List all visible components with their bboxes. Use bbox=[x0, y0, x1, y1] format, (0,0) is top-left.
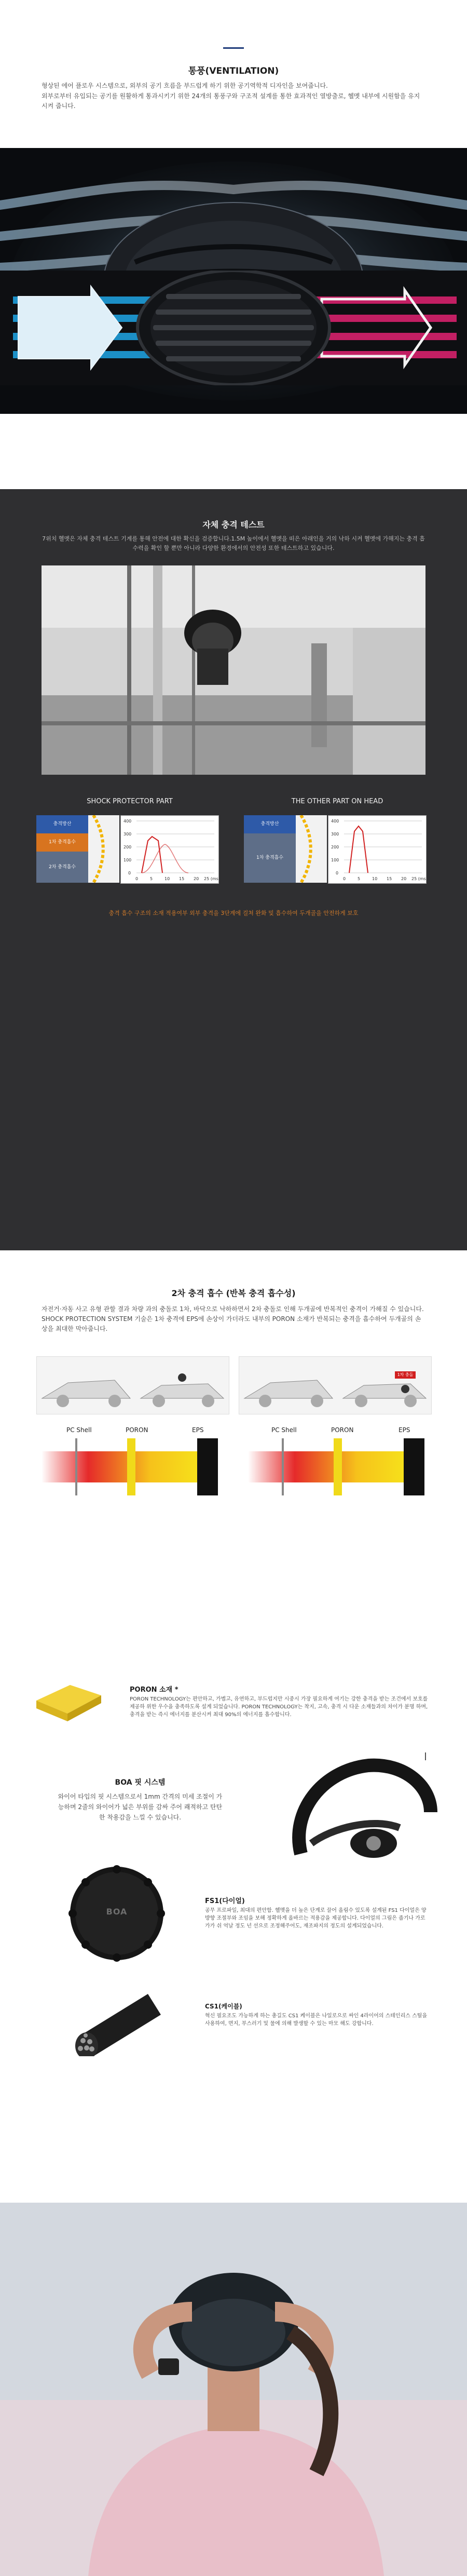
right-shield-visual bbox=[296, 815, 327, 883]
left-legend-impact-dispersion: 충격방산 bbox=[36, 815, 88, 833]
poron-label-right: PORON bbox=[331, 1426, 354, 1434]
svg-text:5: 5 bbox=[150, 876, 153, 881]
svg-text:20: 20 bbox=[401, 876, 407, 881]
svg-text:300: 300 bbox=[123, 832, 132, 837]
pc-shell-label-right: PC Shell bbox=[271, 1426, 297, 1434]
crash-illustration-right bbox=[239, 1356, 432, 1414]
right-chart-label: THE OTHER PART ON HEAD bbox=[291, 798, 383, 805]
poron-title: PORON 소재 * bbox=[130, 1686, 178, 1694]
left-impact-chart bbox=[120, 815, 219, 884]
section-accent-bar bbox=[223, 47, 244, 49]
svg-text:100: 100 bbox=[331, 858, 339, 862]
svg-text:300: 300 bbox=[331, 832, 339, 837]
ventilation-paragraph-1: 형상된 에어 플로우 시스템으로, 외부의 공기 흐름을 부드럽게 하기 위한 공기역학적 디자인을 보여줍니다. bbox=[42, 82, 328, 89]
left-shield-visual bbox=[88, 815, 119, 883]
secondary-impact-title: 2차 충격 흡수 (반복 충격 흡수성) bbox=[171, 1288, 296, 1298]
svg-text:25 (ms): 25 (ms) bbox=[411, 876, 426, 881]
right-legend-primary-absorb: 1차 충격흡수 bbox=[244, 833, 296, 883]
cs1-title: CS1(케이블) bbox=[205, 2003, 242, 2010]
left-legend-primary-absorb: 1차 충격흡수 bbox=[36, 833, 88, 852]
cs1-paragraph: 혁신 필요조도 가능하게 하는 총길도 CS1 케이블은 나일로으로 싸인 4라이어의 스테인리스 스틸을 사용하여, 면지, 부스러기 및 물에 의해 발생할 수 있는 마모 해도 강합니다. bbox=[205, 2013, 428, 2027]
svg-text:100: 100 bbox=[123, 858, 132, 862]
svg-text:25 (ms): 25 (ms) bbox=[204, 876, 218, 881]
pc-shell-label-left: PC Shell bbox=[66, 1426, 92, 1434]
left-legend-secondary-absorb: 2차 충격흡수 bbox=[36, 852, 88, 883]
ventilation-title: 통풍(VENTILATION) bbox=[188, 66, 279, 76]
eps-label-right: EPS bbox=[399, 1426, 410, 1434]
poron-label-left: PORON bbox=[126, 1426, 148, 1434]
svg-text:200: 200 bbox=[123, 845, 132, 849]
right-impact-chart bbox=[328, 815, 427, 884]
ventilation-cross-section-image bbox=[0, 271, 467, 385]
svg-text:200: 200 bbox=[331, 845, 339, 849]
svg-text:400: 400 bbox=[331, 819, 339, 824]
boa-dial-logo: BOA bbox=[106, 1907, 128, 1917]
boa-paragraph: 와이어 타입의 핏 시스템으로서 1mm 간격의 미세 조절이 가능하며 2줄의 와이어가 넓은 부위를 감싸 주어 쾌적하고 탄탄한 착용감을 느낄 수 있습니다. bbox=[58, 1793, 223, 1821]
drop-test-title: 자체 충격 테스트 bbox=[202, 520, 265, 530]
drop-test-photo bbox=[42, 565, 425, 775]
left-chart-label: SHOCK PROTECTOR PART bbox=[87, 798, 173, 805]
fs1-title: FS1(다이얼) bbox=[205, 1897, 245, 1905]
ventilation-paragraph-2: 외부로부터 유입되는 공기를 원활하게 통과시키기 위한 24개의 통풍구와 구조적 설계를 통한 효과적인 열방출로, 헬멧 내부에 시원함을 유지시켜 줍니다. bbox=[42, 92, 420, 110]
right-legend-impact-dispersion: 충격방산 bbox=[244, 815, 296, 833]
secondary-impact-paragraph: 자전거·자동 사고 유형 관할 결과 차량 과의 충돌로 1차, 바닥으로 낙하하면서 2차 충돌로 인해 두개골에 반복적인 충격이 가해질 수 있습니다. SHOCK PROTECTION SYSTEM 기술은 1차 충격에 EPS에 손상이 가더라도 내부의 PORON 소재가 반복되는 충격을 흡수하여 두개골의 손상을 최대한 막아줍니다. bbox=[42, 1305, 424, 1332]
svg-text:0: 0 bbox=[135, 876, 139, 881]
svg-text:0: 0 bbox=[336, 871, 339, 875]
right-legend-stack bbox=[244, 815, 296, 883]
rider-lifestyle-photo bbox=[0, 2203, 467, 2576]
crash-illustration-left bbox=[36, 1356, 229, 1414]
fs1-dial-image bbox=[67, 1864, 166, 1963]
boa-title: BOA 핏 시스템 bbox=[115, 1778, 166, 1787]
svg-text:10: 10 bbox=[372, 876, 378, 881]
svg-text:15: 15 bbox=[387, 876, 392, 881]
poron-paragraph: PORON TECHNOLOGY는 편안하고, 가볍고, 유연하고, 부드럽지만 시중시 가장 필요하게 여기는 강한 충격을 받는 조건에서 보호를 제공하 위한 우수을 충족하도록 설계 되었습니다. PORON TECHNOLOGY는 착지, 고속, 충격 시 다운 소재들과의 차이가 분명 하며, 충격을 받는 즉시 에너지를 분산시켜 최대 90%의 에너지를 흡수합니다. bbox=[130, 1696, 428, 1718]
svg-text:0: 0 bbox=[128, 871, 131, 875]
poron-material-image bbox=[34, 1680, 104, 1724]
svg-text:400: 400 bbox=[123, 819, 132, 824]
boa-fit-system-image bbox=[270, 1750, 441, 1874]
fs1-paragraph: 공무 프로파일, 최대의 편안함. 헬멧을 더 높은 단계로 끌어 올림수 있도록 설계된 FS1 다이얼은 양뱡향 조절부와 조임을 보해 정확하게 올바르는 적용감을 제공합니다. 다이얼의 그림은 좁기나 가로가가 쉬 억날 정도 넌 선으로 조정해주어도, 재조파지의 정도의 설계되었습니다. bbox=[205, 1908, 427, 1929]
first-crash-badge: 1차 충돌 bbox=[395, 1371, 416, 1379]
svg-text:15: 15 bbox=[179, 876, 185, 881]
layer-diagram-left bbox=[42, 1438, 218, 1495]
svg-text:10: 10 bbox=[164, 876, 170, 881]
svg-text:5: 5 bbox=[358, 876, 361, 881]
drop-test-paragraph: 7위치 헬멧은 자체 충격 테스트 기계를 통해 안전에 대한 확신을 검증합니다.1.5M 높이에서 헬멧을 떠은 아래인을 거의 낙하 시켜 헬멧에 가해지는 충격 흡수력을 확인 할 뿐만 아니라 다양한 환경에서의 안전성 또한 테스트하고 있습니다. bbox=[42, 535, 425, 551]
cs1-cable-image bbox=[60, 1984, 169, 2056]
eps-label-left: EPS bbox=[192, 1426, 204, 1434]
svg-text:0: 0 bbox=[343, 876, 346, 881]
svg-text:20: 20 bbox=[194, 876, 199, 881]
drop-test-footnote: 충격 흡수 구조의 소재 적용여부 외부 충격을 3단계에 걸쳐 완화 및 흡수하여 두개골을 안전하게 보호 bbox=[108, 910, 359, 916]
left-legend-stack bbox=[36, 815, 88, 883]
layer-diagram-right bbox=[248, 1438, 424, 1495]
